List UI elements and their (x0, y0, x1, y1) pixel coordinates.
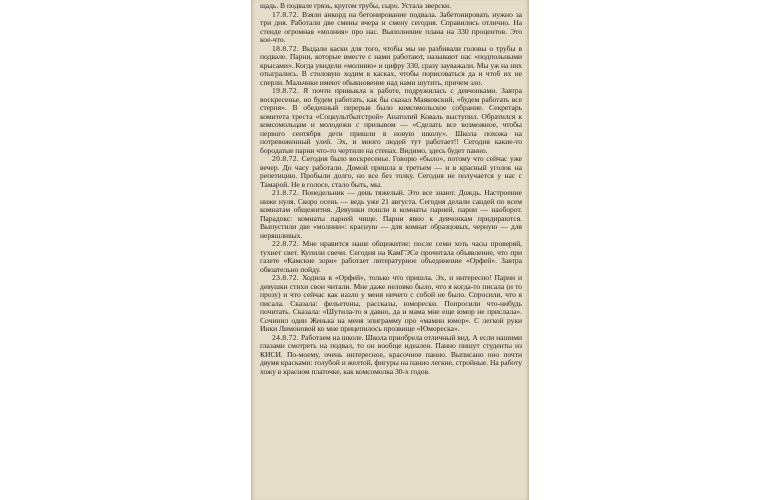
entry-text: щадь. В подвале грязь, кругом трубы, сыро. Устала зверски. (260, 1, 451, 10)
entry-text: Понедельник — день тяжелый. Это все знают. Дождь. Настроение ниже нуля. Скоро осень — ведь уже 21 августа. Сегодня делали сандей по всем комнатам общежития. Девушки пошли в комнаты парней, парни — наоборот. Парадокс: комнаты парней чище. Парни явно к девчонкам придираются. Выпустили две «молнии»: красную — для комнат образцовых, черную — для неряшливых. (260, 188, 522, 240)
entry-date: 21.8.72. (272, 188, 300, 197)
entry-text: Выдали каски для того, чтобы мы не разбивали головы о трубы в подвале. Парни, которые вместе с нами работают, называют нас «подпольными крысами». Когда увидели «молнию» и цифру 330, сразу зауважали. Мы уж на них отыгрались. В столовую ходим в касках, чтобы порисоваться да и чтоб их не сперли. Мальчики имеют обыкновение над нами шутить, причем зло. (260, 43, 522, 87)
entry-text: Я почти привыкла к работе, подружилась с девчонками. Завтра воскресенье, но будем работать, как бы сказал Маяковский, «будем работать все стерпя». В обеденный перерыв было комсомольское собрание. Секретарь комитета треста «Соцкультбытстрой» Анатолий Коваль выступил. Обратился к комсомольцам и молодежи с призывом — «Сделать все возможное, чтобы первого сентября дети пришли в новую школу». Школа похожа на потревоженный улей. Эх, и много людей тут работает!! Сегодня какие-то бородатые парни что-то чертили на стенах. Видимо, здесь будет панно. (260, 86, 522, 155)
newspaper-clipping (251, 0, 529, 500)
entry-text: Работаем на школе. Школа приобрела отличный вид. А если нашими глазами смотреть на подвал, то он вообще идеален. Панно пишут студенты из КИСИ. По-моему, очень интересное, красочное панно. Выписано оно почти двумя красками: голубой и желтой, фигуры на панно легкие, стройные. На работу хожу в красном платочке, как комсомолка 30-х годов. (260, 332, 522, 376)
entry-text: Ходила в «Орфей», только что пришла. Эх, и интересно! Парни и девушки стихи свои читали. Мне даже неловко было, что я когда-то писала (и то прозу) и что сейчас как назло у меня ничего с собой не было. Спросили, что я писала. Сказала: фельетоны, рассказы, юморески. Попросили что-нибудь почитать. Сказала: «Шутила-то я давно, да и мама мне еще юмор не прислала». Сочинил один Женька на меня эпиграмму про «мамин юмор». С легкой руки Инки Лимоновой ко мне прицепилось прозвище «Юмореска». (260, 273, 522, 333)
diary-text-column (260, 2, 522, 376)
diary-entry (260, 240, 522, 274)
diary-entry (260, 45, 522, 88)
diary-entry (260, 274, 522, 334)
diary-entry (260, 189, 522, 240)
diary-entry (260, 334, 522, 377)
entry-date: 22.8.72. (272, 239, 300, 248)
entry-date: 23.8.72. (272, 273, 300, 282)
diary-entry (260, 155, 522, 189)
diary-entry (260, 87, 522, 155)
entry-date: 17.8.72. (272, 9, 300, 19)
diary-entry (260, 11, 522, 45)
entry-text: Мне нравится наше общежитие: после семи хоть часы проверяй, тухнет свет. Купили свечи. Сегодня на КамГЭСе прочитала объявление, что при газете «Камские зори» работает литературное объединение «Орфей». Завтра обязательно пойду. (260, 239, 522, 274)
entry-date: 20.8.72. (272, 154, 300, 163)
entry-date: 24.8.72. (272, 332, 300, 342)
entry-text: Сегодня было воскресенье. Говорю «было», потому что сейчас уже вечер. До часу работали. Домой пришла в третьем — и в красный уголок на репетицию. Пробыли долго, но все без толку. Сегодня не получается у нас с Тамарой. Не в голосе, стало быть, мы. (260, 154, 522, 189)
entry-text: Взяли анкорд на бетонирование подвала. Забетонировать нужно за три дня. Работали две смены вчера и смену сегодня. Справились отлично. На стенде огромная «молния» про нас. Выполнение плана на 330 процентов. Это кое-что. (260, 9, 522, 44)
entry-date: 18.8.72. (272, 43, 300, 53)
entry-date: 19.8.72. (272, 86, 300, 95)
